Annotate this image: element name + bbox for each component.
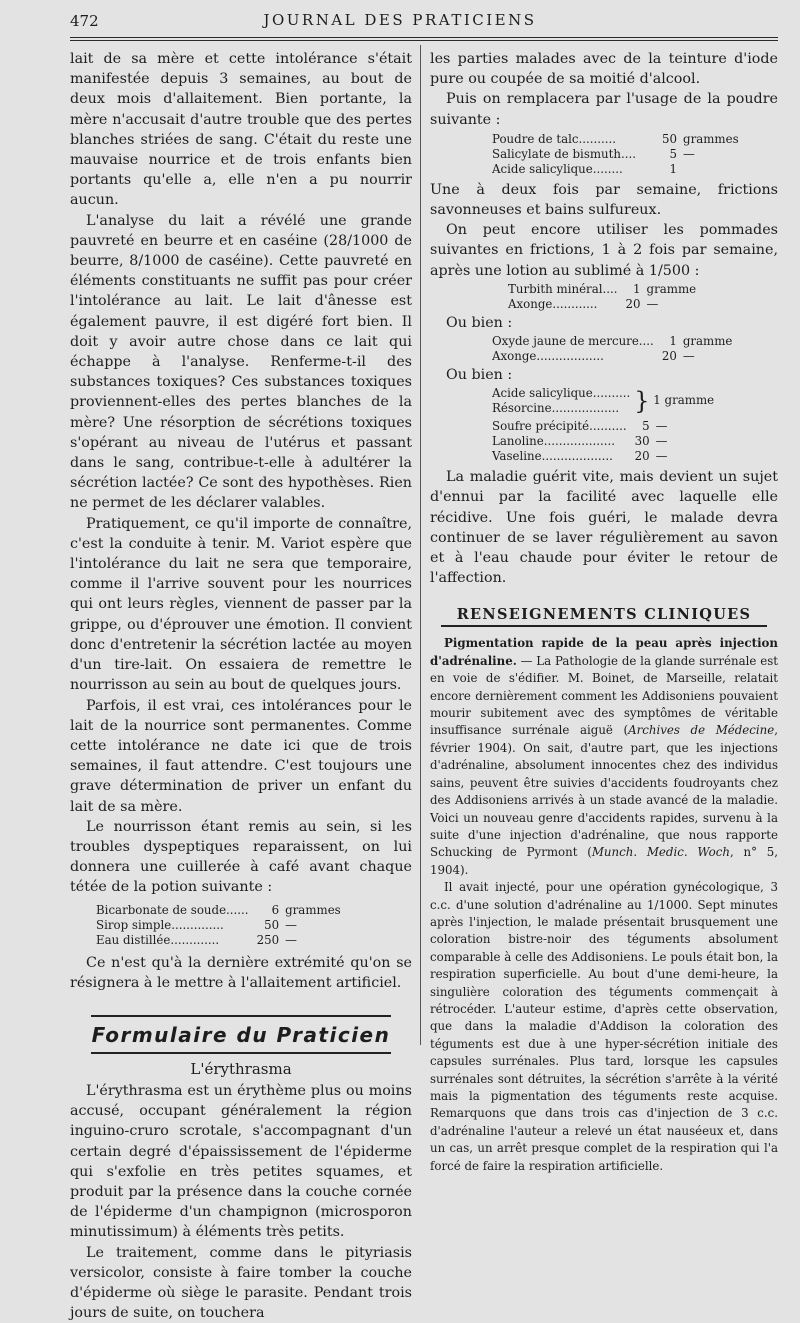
header-rule [70,37,778,38]
running-head: JOURNAL DES PRATICIENS [263,11,537,29]
unit: — [285,917,297,932]
text-run: , février 1904). On sait, d'autre part, que les injections d'adrénaline, absolument innocentes chez des individus sains, peuvent être suivies d'accidents foudroyants chez des Addisoniens arrivés à un stade avancé de la maladie. Voici un nouveau genre d'accidents rapides, survenu à la suite d'une injection d'adrénaline, que nous rapporte Schucking de Pyrmont ( [430,723,778,860]
recipe-line [492,147,739,162]
ingredient: Résorcine.................. [492,401,620,416]
unit: — [655,434,668,449]
recipe-ointment-2 [492,334,732,364]
paragraph: L'érythrasma est un érythème plus ou moins accusé, occupant généralement la région inguino-cruro scrotale, s'accompagnant d'un certain degré d'épaississement de l'épiderme qui s'exfolie en très petites squames, et produit par la présence dans la couche cornée de l'épiderme d'un champignon (microsporon minutissimum) à éléments très petits. [70,1082,412,1241]
unit: — [646,296,659,311]
quantity: 20 [661,349,677,364]
unit: — [285,932,297,947]
section-banner: RENSEIGNEMENTS CLINIQUES [441,606,767,627]
recipe-line [492,434,667,449]
ingredient: Eau distillée............. [96,932,220,947]
recipe-potion [96,903,341,948]
article-lead: Pigmentation rapide de la peau après injection d'adrénaline. [430,636,778,668]
paragraph: Pratiquement, ce qu'il importe de connaître, c'est la conduite à tenir. M. Variot espère que l'intolérance du lait ne sera que temporaire, comme il l'arrive souvent pour les nourrices qui ont leurs règles, viennent de passer par la grippe, ou d'éprouver une émotion. Il convient donc d'entretenir la sécrétion lactée au moyen d'un tire-lait. On essaiera de remettre le nourrisson au sein au bout de quelques jours. [70,515,412,694]
header-rule-second [70,40,778,41]
paragraph: L'analyse du lait a révélé une grande pauvreté en beurre et en caséine (28/1000 de beurre, 8/1000 de caséine). Cette pauvreté en éléments constituants ne suffit pas pour créer l'intolérance au lait. Le lait d'ânesse est également pauvre, il est digéré fort bien. Il doit y avoir autre chose dans ce lait qui échappe à l'analyse. Renferme-t-il des substances toxiques? Ces substances toxiques proviennent-elles des pertes blanches de la mère? Une résorption de sécrétions toxiques s'opérant au niveau de l'utérus et passant dans le sang, contribue-t-elle à adultérer la sécrétion lactée? Ce sont des hypothèses. Rien ne permet de les déclarer valables. [70,212,412,512]
recipe-line [492,449,667,464]
ingredient: Bicarbonate de soude...... [96,902,249,917]
paragraph: Ce n'est qu'à la dernière extrémité qu'on se résignera à le mettre à l'allaitement artificiel. [70,954,412,991]
ingredient: Acide salicylique........ [492,161,623,176]
paragraph: Le nourrisson étant remis au sein, si les troubles dyspeptiques reparaissent, on lui donnera une cuillerée à café avant chaque tétée de la potion suivante : [70,818,412,896]
section-title: L'érythrasma [190,1059,292,1078]
paragraph: Il avait injecté, pour une opération gynécologique, 3 c.c. d'une solution d'adrénaline au 1/1000. Sept minutes après l'injection, le malade présentait brusquement une coloration bistre-noir des téguments absolument comparable à celle des Addisoniens. Le pouls était bon, la respiration superficielle. Au bout d'une demi-heure, la singulière coloration des téguments commençait à rétrocéder. L'auteur estime, d'après cette observation, que dans la maladie d'Addison la coloration des téguments est due à une hyper-sécrétion initiale des capsules surrénales. Plus tard, lorsque les capsules surrénales sont détruites, la sécrétion s'arrête à la vérité mais la pigmentation des téguments reste acquise. Remarquons que dans trois cas d'injection de 3 c.c. d'adrénaline l'auteur a relevé un état nauséeux et, dans un cas, un arrêt presque complet de la respiration qui l'a forcé de faire la respiration artificielle. [430,880,778,1173]
recipe-line [508,297,696,312]
paragraph: Le traitement, comme dans le pityriasis versicolor, consiste à faire tomber la couche d'épiderme où siège le parasite. Pendant trois jours de suite, on touchera [70,1244,412,1322]
unit: gramme [646,281,697,296]
text-run: , n° 5, 1904). [430,845,778,877]
unit [677,162,739,177]
quantity: 250 [256,932,280,947]
quantity: 20 [634,449,650,464]
paragraph: Ou bien : [446,314,513,331]
quantity: 1 [633,281,641,296]
recipe-line [96,933,341,948]
recipe-line [492,349,732,364]
citation: Munch. Medic. Woch [591,845,730,860]
citation: Archives de Médecine [628,723,775,738]
recipe-line [96,918,341,933]
quantity: 5 [669,146,678,161]
recipe-ointment-3-rest [492,419,667,464]
page-number: 472 [70,12,99,30]
quantity: 1 gramme [653,393,715,408]
ingredient: Sirop simple.............. [96,917,224,932]
right-column [430,49,778,1175]
recipe-line [96,903,341,918]
left-column [70,49,412,1323]
unit: — [683,146,695,161]
paragraph: Ou bien : [446,367,513,384]
quantity: 30 [634,434,650,449]
quantity: 50 [662,131,678,146]
recipe-ointment-1 [508,282,696,312]
quantity: 1 [669,161,678,176]
brace-quantity: } 1 gramme [634,387,715,416]
paragraph: La maladie guérit vite, mais devient un sujet d'ennui par la facilité avec laquelle elle récidive. Une fois guéri, le malade devra continuer de se laver régulièrement au savon et à l'eau chaude pour éviter le retour de l'affection. [430,469,778,587]
paragraph: Parfois, il est vrai, ces intolérances pour le lait de la nourrice sont permanentes. Comme cette intolérance ne date ici que de trois semaines, il faut attendre. C'est toujours une grave détermination de priver un enfant du lait de sa mère. [70,697,412,815]
paragraph: Une à deux fois par semaine, frictions savonneuses et bains sulfureux. [430,181,778,219]
ingredient: Axonge............ [508,296,598,311]
unit: — [655,419,668,434]
quantity: 50 [264,917,280,932]
ingredient: Lanoline................... [492,434,615,449]
section-banner: Formulaire du Praticien [91,1015,391,1054]
ingredient: Axonge.................. [492,349,604,364]
recipe-line [492,132,739,147]
ingredient: Oxyde jaune de mercure.... [492,334,654,349]
paragraph: On peut encore utiliser les pommades suivantes en frictions, 1 à 2 fois par semaine, après une lotion au sublimé à 1/500 : [430,222,778,279]
ingredient: Poudre de talc.......... [492,131,617,146]
paragraph: Puis on remplacera par l'usage de la poudre suivante : [430,91,778,128]
ingredient: Salicylate de bismuth.... [492,146,636,161]
ingredient: Turbith minéral.... [508,281,618,296]
recipe-powder [492,132,739,177]
paragraph: lait de sa mère et cette intolérance s'était manifestée depuis 3 semaines, au bout de deux mois d'allaitement. Bien portante, la mère n'accusait d'autre trouble que des pertes blanches striées de sang. C'était du reste une mauvaise nourrice et de trois enfants bien portants qu'elle a, elle n'en a pu nourrir aucun. [70,51,412,209]
paragraph [430,635,778,879]
paragraph: les parties malades avec de la teinture d'iode pure ou coupée de sa moitié d'alcool. [430,51,778,88]
unit: grammes [285,902,341,917]
unit: gramme [682,334,733,349]
recipe-line [492,386,714,401]
unit: — [655,449,668,464]
recipe-line [492,419,667,434]
text-run: — La Pathologie de la glande surrénale est en voie de s'édifier. M. Boinet, de Marseille, relatait encore dernièrement comment les Addisoniens pouvaient mourir subitement avec des symptômes de véritable insuffisance surrénale aiguë ( [430,653,778,738]
ingredient: Vaseline................... [492,449,613,464]
quantity: 5 [642,419,650,434]
quantity: 6 [271,902,280,917]
recipe-line [492,334,732,349]
quantity: 1 [669,334,677,349]
recipe-ointment-3 [492,386,714,416]
ingredient: Acide salicylique.......... [492,386,631,401]
recipe-line [508,282,696,297]
ingredient: Soufre précipité.......... [492,419,627,434]
quantity: 20 [625,296,641,311]
column-divider [420,45,421,1045]
unit: grammes [683,131,739,146]
recipe-line [492,162,739,177]
unit: — [682,349,695,364]
